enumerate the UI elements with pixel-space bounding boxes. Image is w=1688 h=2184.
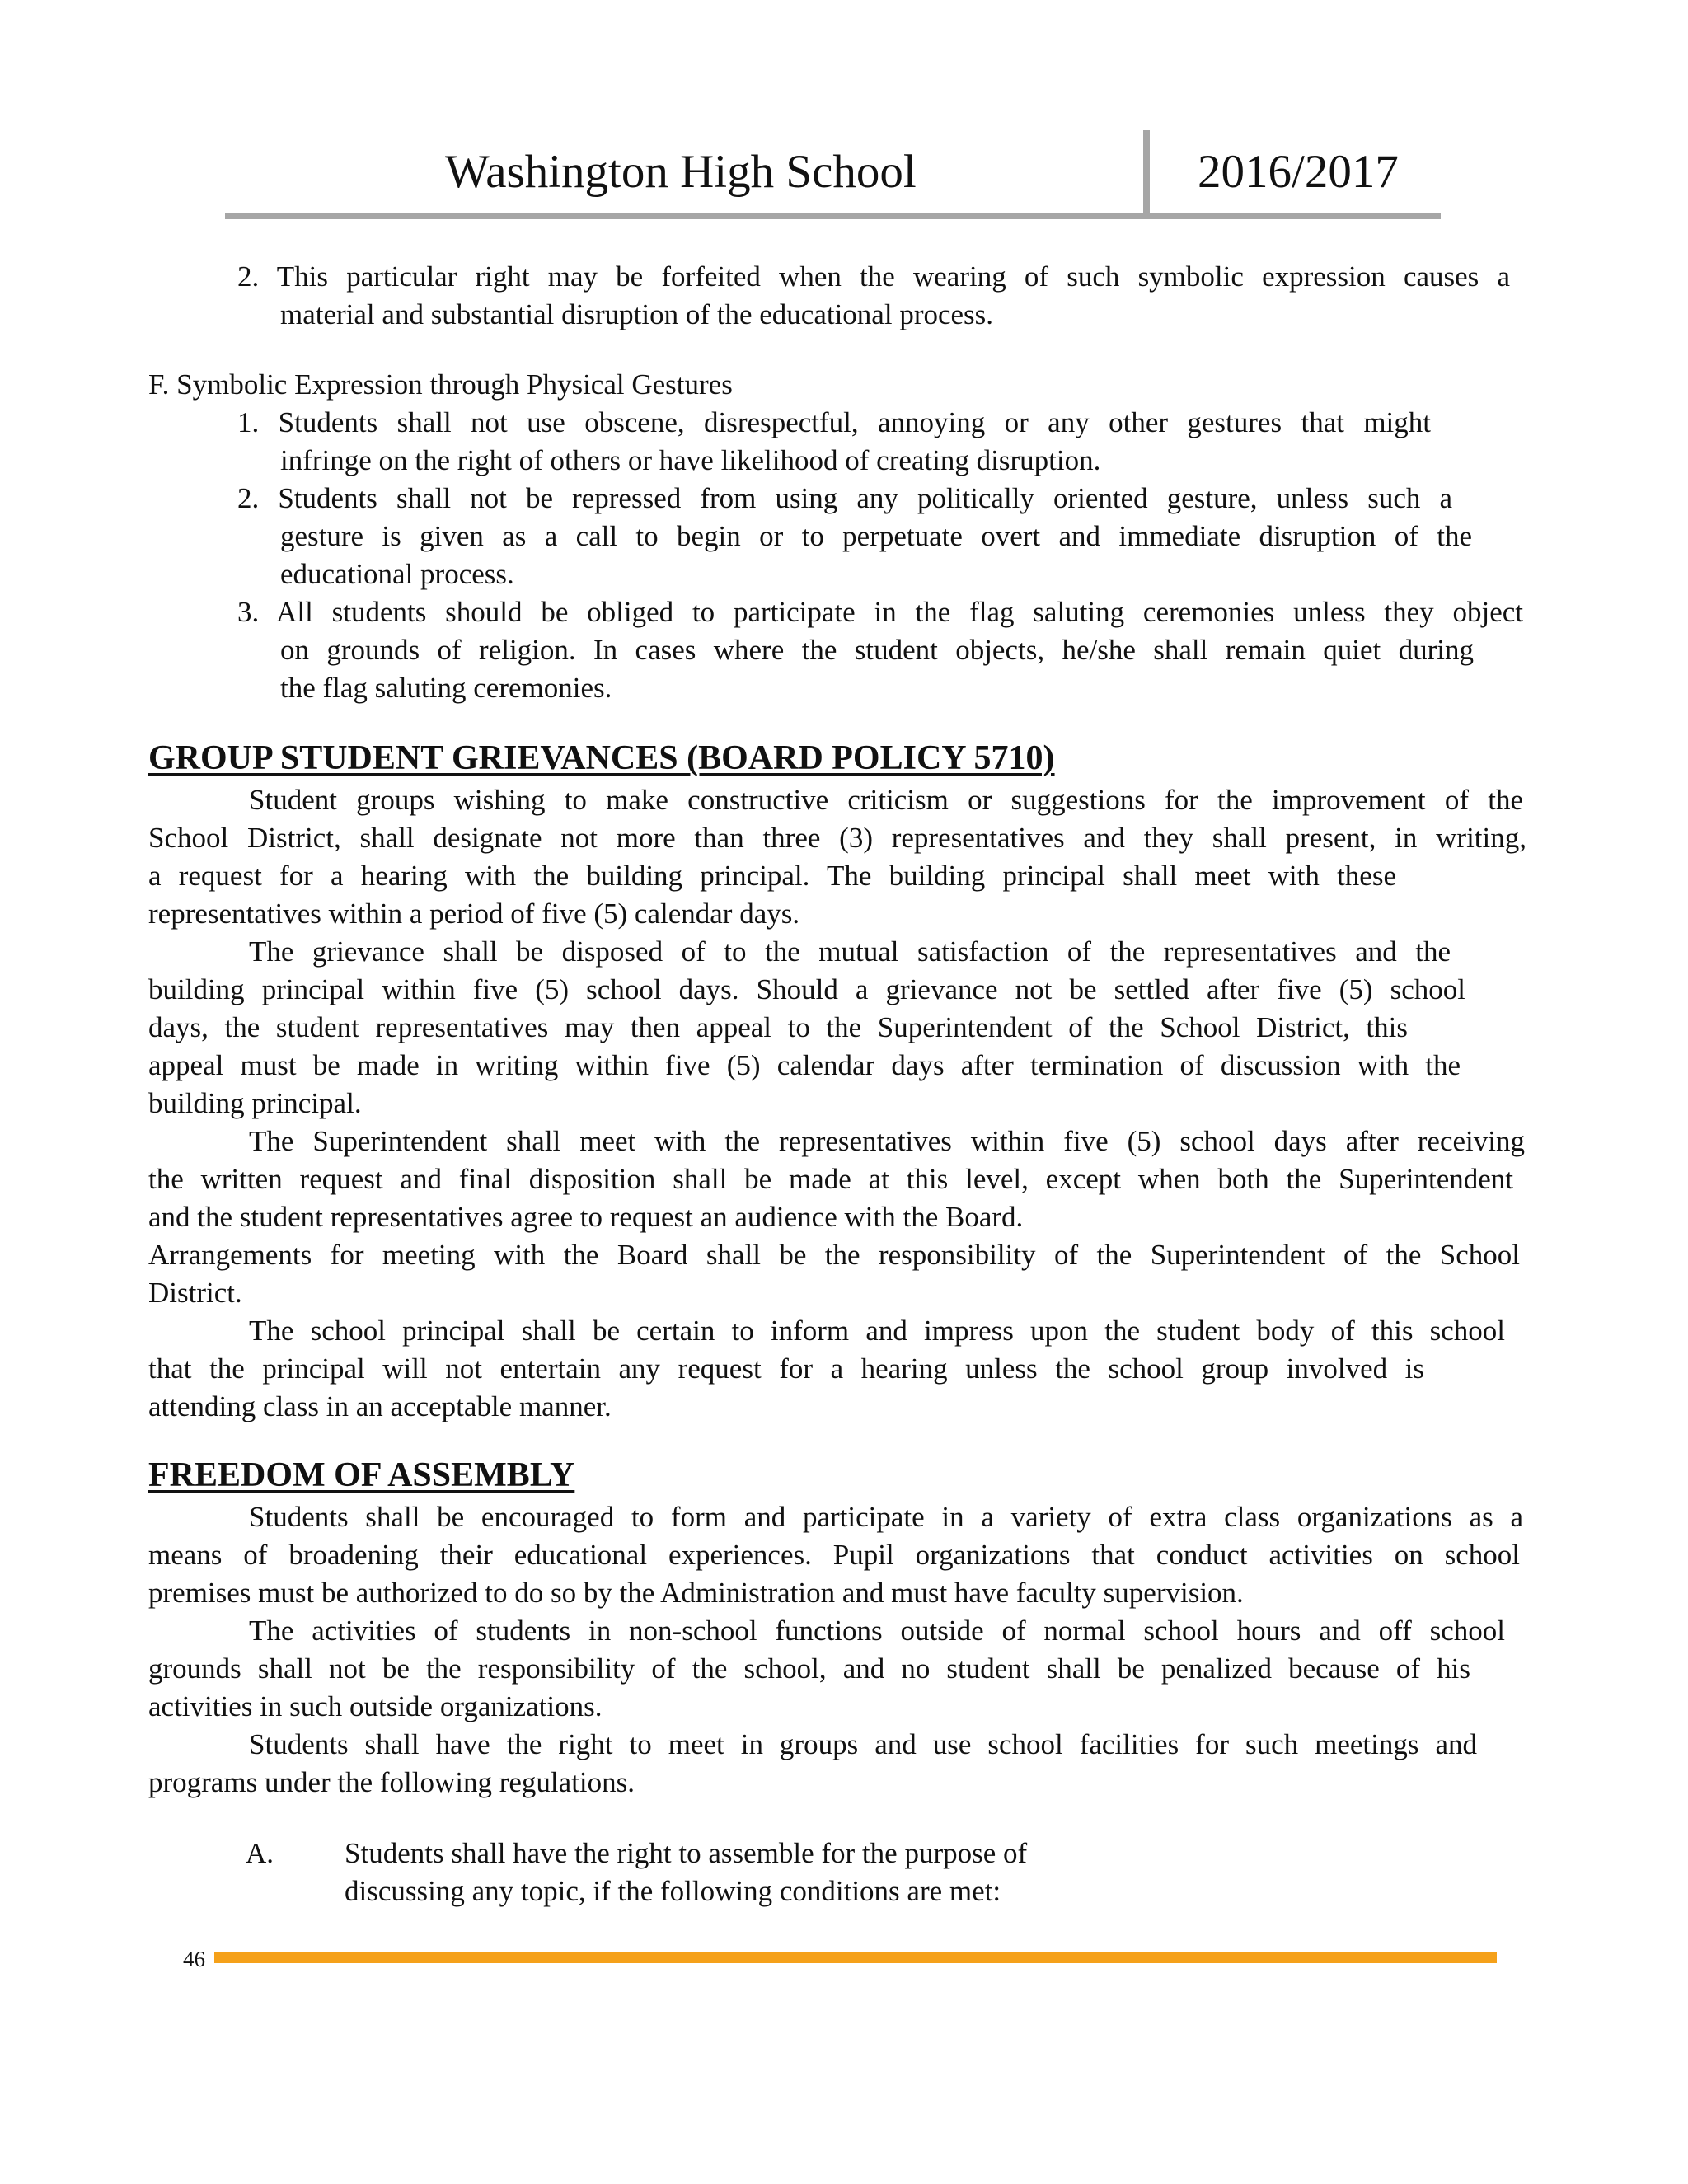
text-line: attending class in an acceptable manner. xyxy=(148,1390,612,1422)
text-line: and the student representatives agree to request an audience with the Board. xyxy=(148,1201,1024,1233)
text-line: Students shall be encouraged to form and participate in a variety of extra class organizations as a xyxy=(249,1501,1523,1533)
text-line: 2. Students shall not be repressed from using any politically oriented gesture, unless such a xyxy=(237,482,1452,514)
text-line: gesture is given as a call to begin or to perpetuate overt and immediate disruption of the xyxy=(280,520,1472,552)
text-line: discussing any topic, if the following conditions are met: xyxy=(345,1875,1001,1907)
header-school-year: 2016/2017 xyxy=(1198,146,1399,198)
header-divider xyxy=(1143,130,1150,216)
text-line: School District, shall designate not more than three (3) representatives and they shall present, in writing, xyxy=(148,822,1526,854)
text-line: 3. All students should be obliged to participate in the flag saluting ceremonies unless they object xyxy=(237,596,1523,628)
text-line: programs under the following regulations. xyxy=(148,1766,635,1798)
text-line: representatives within a period of five (5) calendar days. xyxy=(148,898,800,930)
text-line: Student groups wishing to make constructive criticism or suggestions for the improvement of the xyxy=(249,784,1523,816)
header-school-name: Washington High School xyxy=(445,146,917,198)
text-line: educational process. xyxy=(280,558,514,590)
page-number: 46 xyxy=(183,1947,205,1971)
text-line: a request for a hearing with the building principal. The building principal shall meet with these xyxy=(148,860,1396,892)
text-line: The activities of students in non-school functions outside of normal school hours and off school xyxy=(249,1615,1505,1647)
section-heading: FREEDOM OF ASSEMBLY xyxy=(148,1456,575,1494)
header-rule xyxy=(225,213,1441,219)
text-line: the flag saluting ceremonies. xyxy=(280,672,612,704)
text-line: Students shall have the right to assemble for the purpose of xyxy=(345,1837,1028,1869)
text-line: that the principal will not entertain any request for a hearing unless the school group involved is xyxy=(148,1352,1424,1385)
text-line: Arrangements for meeting with the Board shall be the responsibility of the Superintendent of the School xyxy=(148,1239,1520,1271)
text-line: days, the student representatives may then appeal to the Superintendent of the School District, this xyxy=(148,1011,1408,1043)
text-line: infringe on the right of others or have likelihood of creating disruption. xyxy=(280,444,1101,476)
text-line: building principal within five (5) school days. Should a grievance not be settled after five (5) school xyxy=(148,973,1465,1005)
text-line: activities in such outside organizations. xyxy=(148,1690,603,1722)
text-line: appeal must be made in writing within five (5) calendar days after termination of discussion with the xyxy=(148,1049,1461,1081)
text-line: premises must be authorized to do so by the Administration and must have faculty supervision. xyxy=(148,1577,1244,1609)
text-line: 1. Students shall not use obscene, disrespectful, annoying or any other gestures that might xyxy=(237,406,1431,438)
section-heading: GROUP STUDENT GRIEVANCES (BOARD POLICY 5710) xyxy=(148,739,1055,777)
text-line: A. xyxy=(246,1837,274,1869)
text-line: District. xyxy=(148,1277,242,1309)
footer-bar xyxy=(214,1952,1497,1963)
text-line: The Superintendent shall meet with the representatives within five (5) school days after receiving xyxy=(249,1125,1525,1157)
text-line: building principal. xyxy=(148,1087,362,1119)
text-line: The grievance shall be disposed of to the mutual satisfaction of the representatives and the xyxy=(249,935,1451,968)
text-line: on grounds of religion. In cases where the student objects, he/she shall remain quiet during xyxy=(280,634,1474,666)
text-line: the written request and final disposition shall be made at this level, except when both the Superintendent xyxy=(148,1163,1513,1195)
text-line: 2. This particular right may be forfeited when the wearing of such symbolic expression causes a xyxy=(237,260,1510,293)
text-line: Students shall have the right to meet in groups and use school facilities for such meetings and xyxy=(249,1728,1477,1760)
text-line: means of broadening their educational experiences. Pupil organizations that conduct activities on school xyxy=(148,1539,1520,1571)
text-line: grounds shall not be the responsibility of the school, and no student shall be penalized because of his xyxy=(148,1652,1470,1685)
text-line: F. Symbolic Expression through Physical Gestures xyxy=(148,368,733,401)
text-line: The school principal shall be certain to inform and impress upon the student body of this school xyxy=(249,1315,1505,1347)
text-line: material and substantial disruption of the educational process. xyxy=(280,298,994,330)
